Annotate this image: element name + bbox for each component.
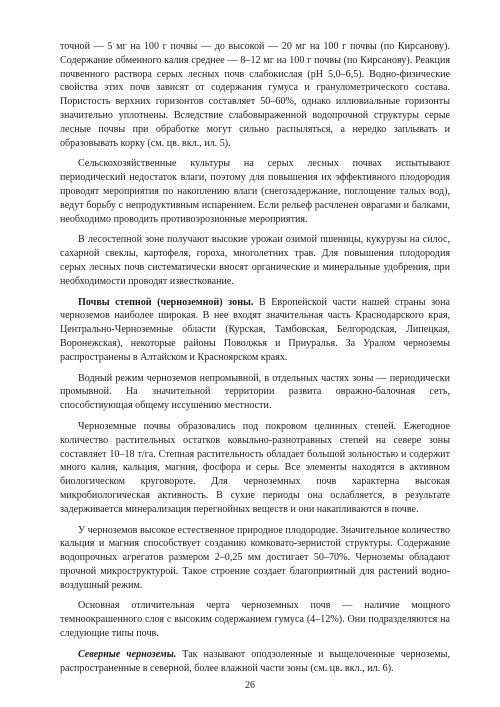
paragraph-6-text: Черноземные почвы образовались под покровом целинных степей. Ежегодное количество растительных остатков ковыльно-разнотравных степей на севере зоны составляет 10–18 т/га. Степная растительность обладает большой зольностью и содержит много калия, кальция, магния, фосфора и серы. Все элементы находятся в активном биологическом круговороте. Для черноземных почв характерна высокая микробиологическая активность. В сухие периоды она ослабляется, в результате задерживается минерализация перегнойных веществ и они накапливаются в почве.: [60, 420, 450, 515]
page-number: 26: [245, 680, 255, 691]
paragraph-9: [60, 648, 450, 676]
paragraph-1: [60, 40, 450, 150]
paragraph-2: [60, 157, 450, 226]
paragraph-8: [60, 599, 450, 640]
paragraph-2-text: Сельскохозяйственные культуры на серых лесных почвах испытывают периодический недостаток влаги, поэтому для повышения их эффективного плодородия проводят мероприятия по накоплению влаги (снегозадержание, поглощение талых вод), ведут борьбу с непродуктивным испарением. Если рельеф расчленен оврагами и балками, необходимо проводить противоэрозионные мероприятия.: [60, 158, 450, 225]
paragraph-4-text: В Европейской части нашей страны зона черноземов наиболее широкая. В нее входят значительная часть Краснодарского края, Центрально-Черноземные области (Курская, Тамбовская, Белгородская, Липецкая, Воронежская), некоторые районы Поволжья и Приуралья. За Уралом черноземы распространены в Алтайском и Красноярском краях.: [60, 296, 450, 363]
paragraph-3-text: В лесостепной зоне получают высокие урожаи озимой пшеницы, кукурузы на силос, сахарной свеклы, картофеля, гороха, многолетних трав. Для повышения плодородия серых лесных почв систематически вносят органические и минеральные удобрения, при необходимости проводят известкование.: [60, 234, 450, 287]
paragraph-4: [60, 296, 450, 365]
section-heading-steppe-soils: Почвы степной (черноземной) зоны.: [78, 296, 254, 308]
paragraph-7: [60, 524, 450, 593]
paragraph-6: [60, 420, 450, 517]
paragraph-5-text: Водный режим черноземов непромывной, в отдельных частях зоны — периодически промывной. На значительной территории развита овражно-балочная сеть, способствующая общему иссушению местности.: [60, 372, 450, 412]
paragraph-7-text: У черноземов высокое естественное природное плодородие. Значительное количество кальция и магния способствует созданию комковато-зернистой структуры. Содержание водопрочных агрегатов размером 2–0,25 мм достигает 50–70%. Черноземы обладают прочной микроструктурой. Такое строение создает благоприятный для растений водно-воздушный режим.: [60, 524, 450, 591]
paragraph-5: [60, 372, 450, 413]
paragraph-3: [60, 233, 450, 288]
paragraph-8-text: Основная отличительная черта черноземных почв — наличие мощного темноокрашенного слоя с высоким содержанием гумуса (4–12%). Они подразделяются на следующие типы почв.: [60, 600, 450, 640]
paragraph-9-text: Так называют оподзоленные и выщелоченные черноземы, распространенные в северной, более влажной части зоны (см. цв. вкл., ил. 6).: [60, 648, 450, 674]
section-heading-northern-chernozems: Северные черноземы.: [78, 648, 177, 660]
paragraph-1-text: точной — 5 мг на 100 г почвы — до высокой — 20 мг на 100 г почвы (по Кирсанову). Содержание обменного калия среднее — 8–12 мг на 100 г почвы (по Кирсанову). Реакция почвенного раствора серых лесных почв слабокислая (pH 5,0–6,5). Водно-физические свойства этих почв зависят от содержания гумуса и гранулометрического состава. Пористость верхних горизонтов составляет 50–60%, однако иллювиальные горизонты значительно уплотнены. Вследствие слабовыраженной водопрочной структуры серые лесные почвы при обработке могут сильно распыляться, а нередко заплывать и образовывать корку (см. цв. вкл., ил. 5).: [60, 41, 450, 149]
